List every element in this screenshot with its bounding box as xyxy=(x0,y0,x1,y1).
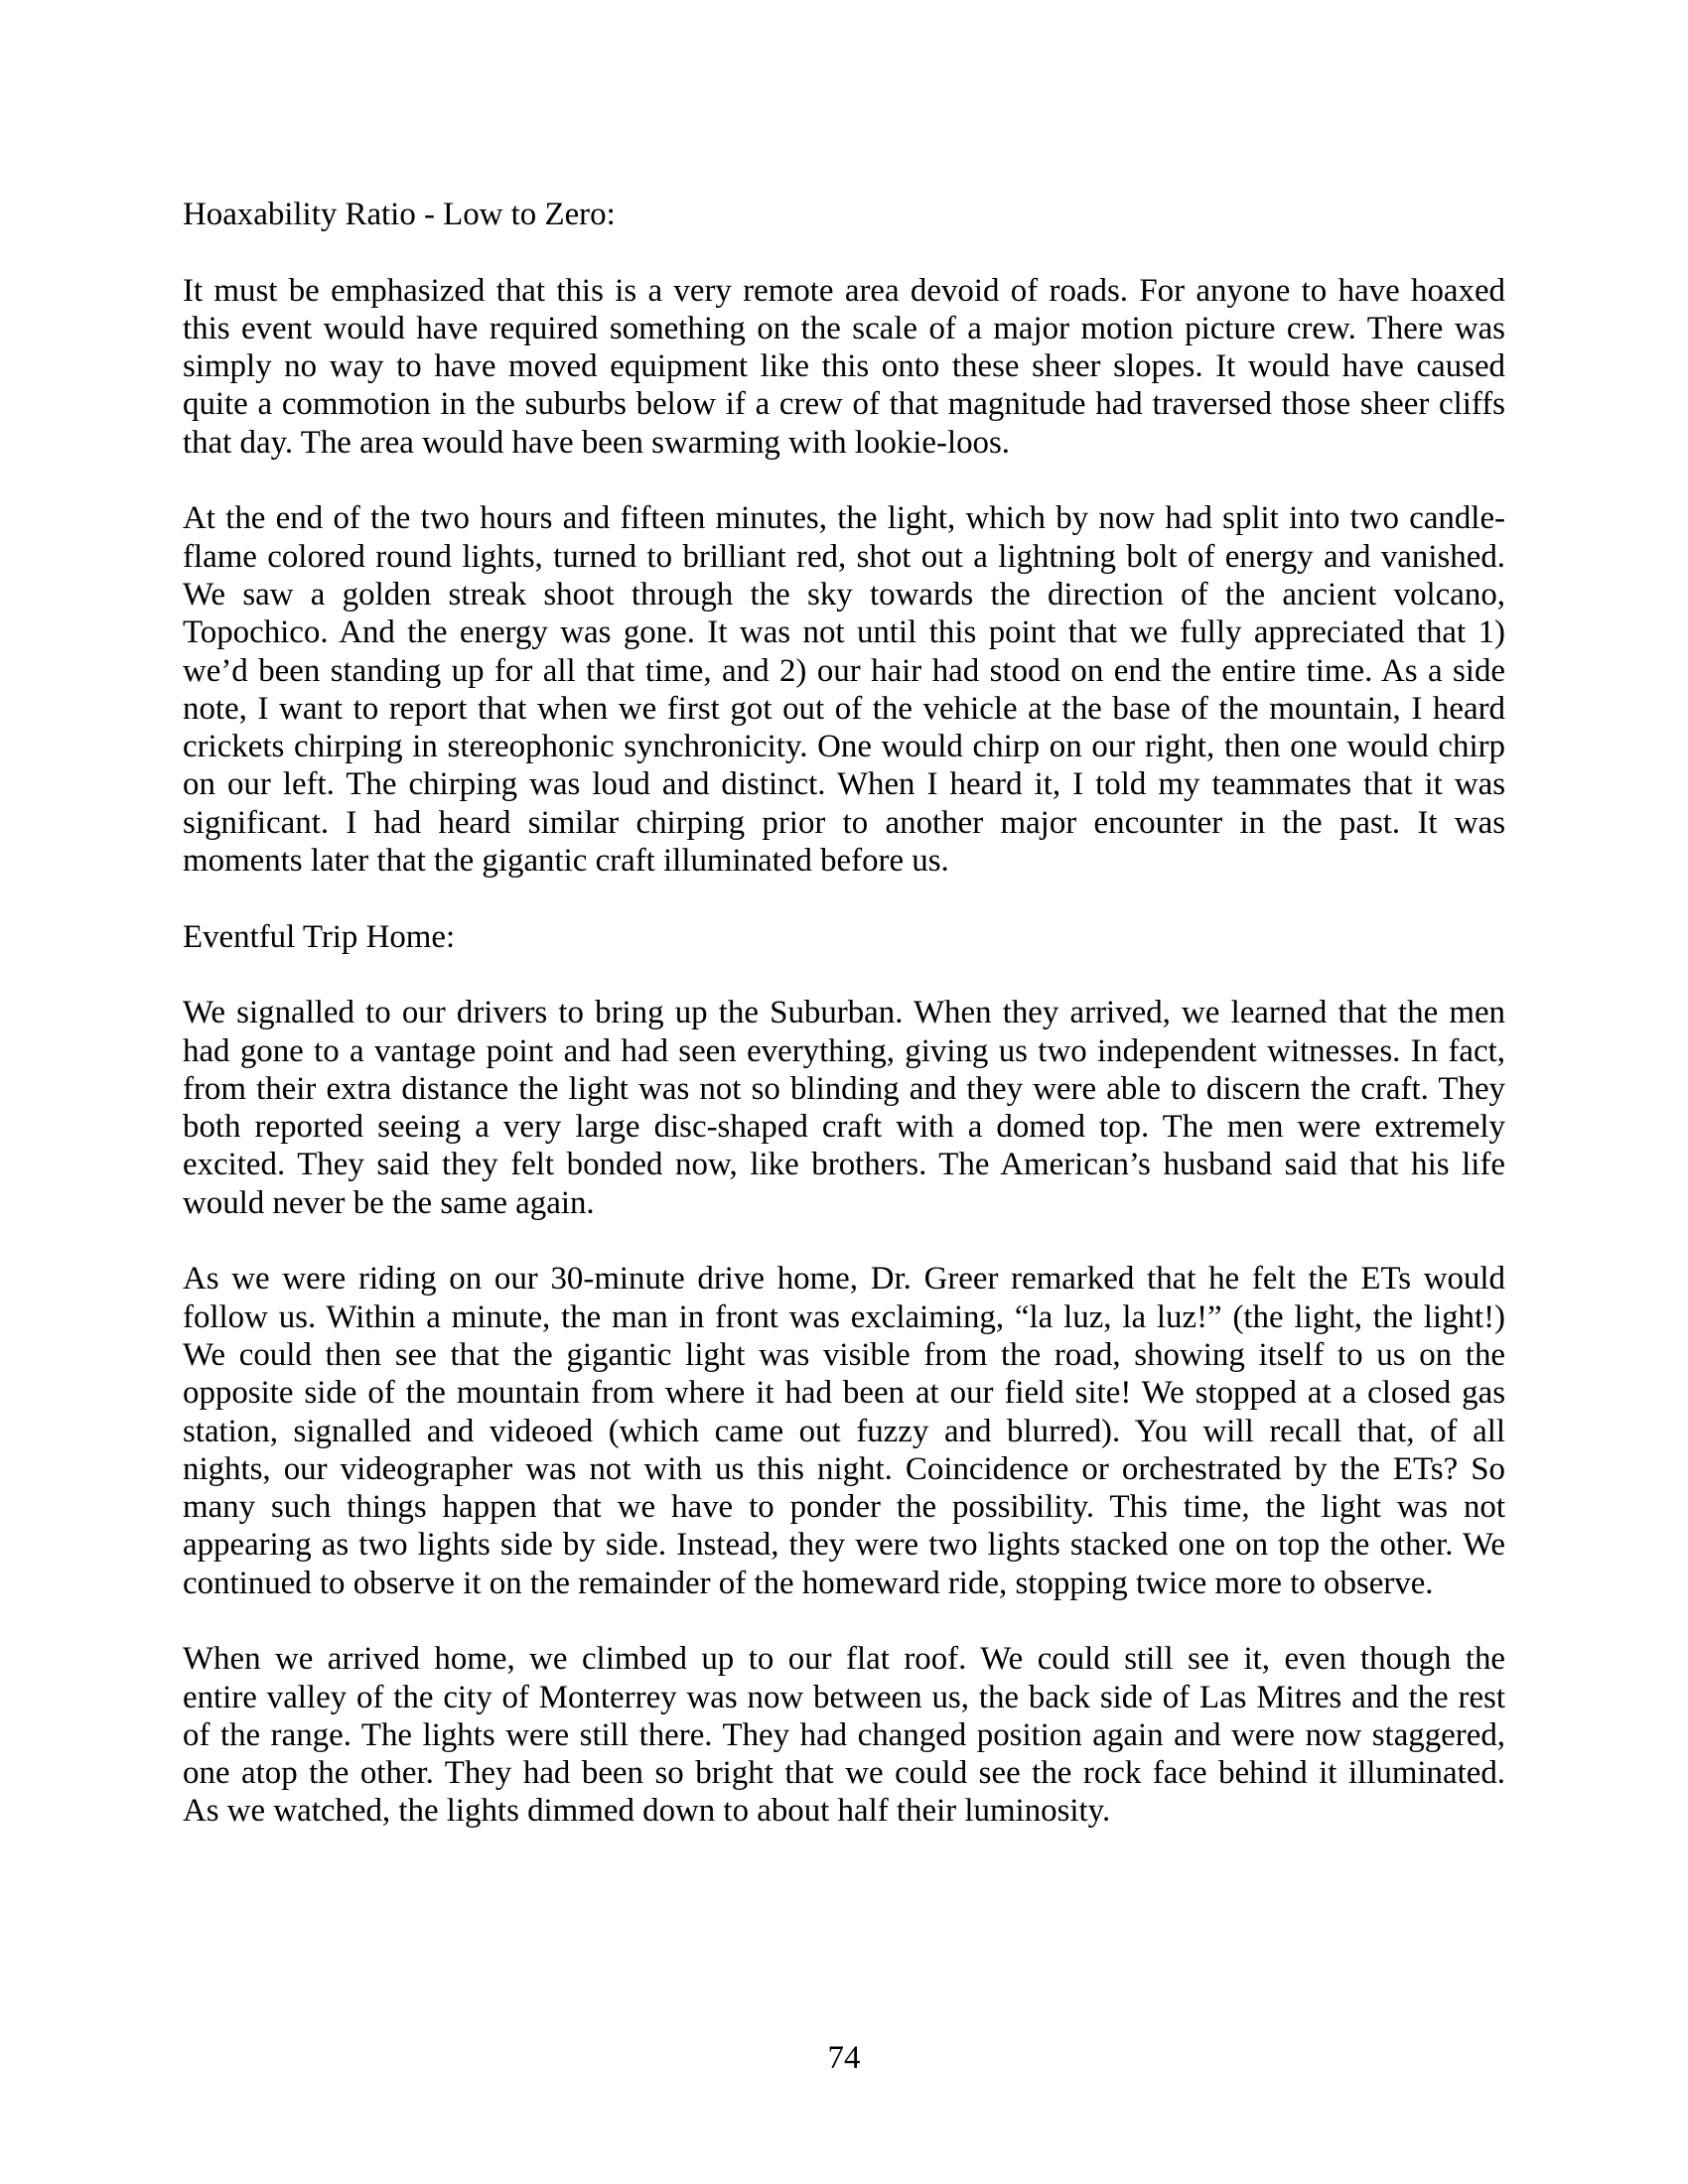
text-line: As we watched, the lights dimmed down to about half their luminosity. xyxy=(183,1793,1111,1830)
text-line: note, I want to report that when we first got out of the vehicle at the base of the mountain, I heard xyxy=(183,690,1505,727)
text-line: quite a commotion in the suburbs below if a crew of that magnitude had traversed those sheer cliffs xyxy=(183,386,1505,423)
page-number: 74 xyxy=(827,2040,861,2076)
text-line: many such things happen that we have to ponder the possibility. This time, the light was not xyxy=(183,1489,1505,1526)
section-heading xyxy=(183,918,1505,956)
text-line: on our left. The chirping was loud and distinct. When I heard it, I told my teammates that it was xyxy=(183,766,1505,803)
text-line: appearing as two lights side by side. Instead, they were two lights stacked one on top the other. We xyxy=(183,1527,1505,1564)
text-line: As we were riding on our 30-minute drive home, Dr. Greer remarked that he felt the ETs would xyxy=(183,1261,1505,1297)
paragraph xyxy=(183,499,1505,880)
text-line: Topochico. And the energy was gone. It was not until this point that we fully appreciated that 1) xyxy=(183,614,1505,651)
text-line: significant. I had heard similar chirping prior to another major encounter in the past. It was xyxy=(183,804,1505,841)
text-line: It must be emphasized that this is a very remote area devoid of roads. For anyone to have hoaxed xyxy=(183,272,1505,309)
paragraph xyxy=(183,272,1505,462)
page-footer xyxy=(183,2039,1505,2077)
paragraph xyxy=(183,1640,1505,1830)
text-line: opposite side of the mountain from where it had been at our field site! We stopped at a closed gas xyxy=(183,1375,1505,1412)
text-line: continued to observe it on the remainder of the homeward ride, stopping twice more to observe. xyxy=(183,1565,1434,1601)
paragraph xyxy=(183,1260,1505,1602)
text-line: flame colored round lights, turned to brilliant red, shot out a lightning bolt of energy and vanished. xyxy=(183,538,1505,575)
text-line: simply no way to have moved equipment like this onto these sheer slopes. It would have caused xyxy=(183,348,1505,385)
text-line: At the end of the two hours and fifteen minutes, the light, which by now had split into two candle- xyxy=(183,500,1505,537)
text-line: excited. They said they felt bonded now, like brothers. The American’s husband said that his life xyxy=(183,1147,1505,1183)
text-line: this event would have required something on the scale of a major motion picture crew. There was xyxy=(183,310,1505,346)
text-line: we’d been standing up for all that time, and 2) our hair had stood on end the entire time. As a side xyxy=(183,652,1505,689)
text-line: of the range. The lights were still there. They had changed position again and were now staggered, xyxy=(183,1716,1505,1753)
text-line: both reported seeing a very large disc-shaped craft with a domed top. The men were extremely xyxy=(183,1109,1505,1146)
section-heading xyxy=(183,196,1505,233)
text-line: We saw a golden streak shoot through the sky towards the direction of the ancient volcano, xyxy=(183,576,1505,613)
text-line: When we arrived home, we climbed up to our flat roof. We could still see it, even though the xyxy=(183,1641,1505,1678)
document-body xyxy=(183,196,1505,1868)
text-line: follow us. Within a minute, the man in front was exclaiming, “la luz, la luz!” (the light, the light!) xyxy=(183,1298,1505,1335)
text-line: would never be the same again. xyxy=(183,1184,595,1221)
text-line: nights, our videographer was not with us this night. Coincidence or orchestrated by the ETs? So xyxy=(183,1450,1505,1487)
text-line: We could then see that the gigantic light was visible from the road, showing itself to us on the xyxy=(183,1336,1505,1373)
heading-text: Eventful Trip Home: xyxy=(183,918,456,955)
text-line: from their extra distance the light was not so blinding and they were able to discern the craft. They xyxy=(183,1070,1505,1107)
text-line: moments later that the gigantic craft illuminated before us. xyxy=(183,843,949,880)
text-line: that day. The area would have been swarming with lookie-loos. xyxy=(183,424,1010,461)
text-line: We signalled to our drivers to bring up the Suburban. When they arrived, we learned that the men xyxy=(183,995,1505,1031)
text-line: entire valley of the city of Monterrey was now between us, the back side of Las Mitres and the rest xyxy=(183,1679,1505,1715)
text-line: crickets chirping in stereophonic synchronicity. One would chirp on our right, then one would chirp xyxy=(183,729,1505,765)
paragraph xyxy=(183,994,1505,1222)
text-line: station, signalled and videoed (which came out fuzzy and blurred). You will recall that, of all xyxy=(183,1413,1505,1449)
text-line: one atop the other. They had been so bright that we could see the rock face behind it illuminated. xyxy=(183,1755,1505,1792)
text-line: had gone to a vantage point and had seen everything, giving us two independent witnesses. In fact, xyxy=(183,1032,1505,1069)
heading-text: Hoaxability Ratio - Low to Zero: xyxy=(183,197,616,232)
